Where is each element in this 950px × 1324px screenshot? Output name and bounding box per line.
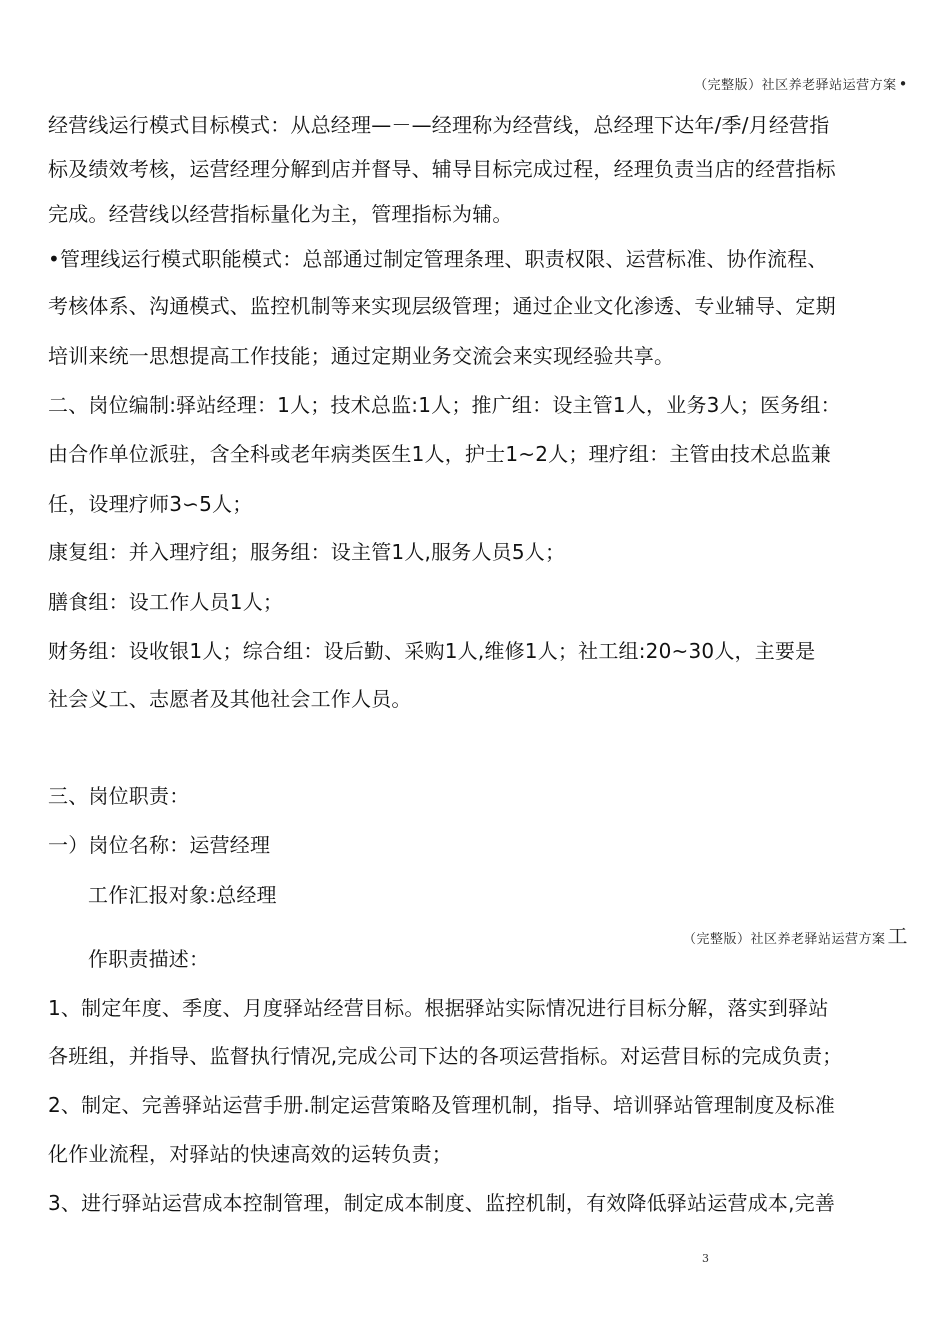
text-line: 考核体系、沟通模式、监控机制等来实现层级管理；通过企业文化渗透、专业辅导、定期	[48, 294, 836, 318]
header-mark: 工	[887, 924, 908, 948]
text-line: 经营线运行模式目标模式：从总经理—－—经理称为经营线，总经理下达年/季/月经营指	[48, 113, 830, 137]
text-line: 由合作单位派驻，含全科或老年病类医生1人，护士1~2人；理疗组：主管由技术总监兼	[48, 442, 831, 466]
running-header-mid	[683, 920, 908, 949]
text-line: 任，设理疗师3∽5人；	[48, 492, 253, 516]
header-mark: •	[898, 75, 908, 93]
text-line: 化作业流程，对驿站的快速高效的运转负责；	[48, 1142, 452, 1166]
text-line: 膳食组：设工作人员1人；	[48, 590, 284, 614]
text-line: 2、制定、完善驿站运营手册.制定运营策略及管理机制，指导、培训驿站管理制度及标准	[48, 1093, 836, 1117]
text-line: 标及绩效考核，运营经理分解到店并督导、辅导目标完成过程，经理负责当店的经营指标	[48, 157, 836, 181]
text-line: 3、进行驿站运营成本控制管理，制定成本制度、监控机制，有效降低驿站运营成本,完善	[48, 1191, 836, 1215]
header-title: （完整版）社区养老驿站运营方案	[694, 78, 897, 93]
text-line: 二、岗位编制:驿站经理：1人；技术总监:1人；推广组：设主管1人，业务3人；医务组：	[48, 393, 841, 417]
header-title: （完整版）社区养老驿站运营方案	[682, 932, 886, 947]
text-line: 1、制定年度、季度、月度驿站经营目标。根据驿站实际情况进行目标分解，落实到驿站	[48, 996, 829, 1020]
text-line: 各班组，并指导、监督执行情况,完成公司下达的各项运营指标。对运营目标的完成负责；	[48, 1044, 843, 1068]
text-line: 财务组：设收银1人；综合组：设后勤、采购1人,维修1人；社工组:20~30人，主要是	[48, 639, 816, 663]
text-line: 培训来统一思想提高工作技能；通过定期业务交流会来实现经验共享。	[48, 344, 675, 368]
text-line: 康复组：并入理疗组；服务组：设主管1人,服务人员5人；	[48, 540, 566, 564]
page-number: 3	[702, 1252, 709, 1265]
text-line: 社会义工、志愿者及其他社会工作人员。	[48, 687, 412, 711]
section-heading: 三、岗位职责：	[48, 784, 190, 808]
text-line: 完成。经营线以经营指标量化为主，管理指标为辅。	[48, 202, 513, 226]
text-line: 作职责描述：	[88, 947, 210, 971]
text-line: •管理线运行模式职能模式：总部通过制定管理条理、职责权限、运营标准、协作流程、	[48, 247, 828, 271]
running-header-top	[694, 74, 908, 93]
subsection-heading: 一）岗位名称：运营经理	[48, 833, 271, 857]
text-line: 工作汇报对象:总经理	[88, 883, 277, 907]
